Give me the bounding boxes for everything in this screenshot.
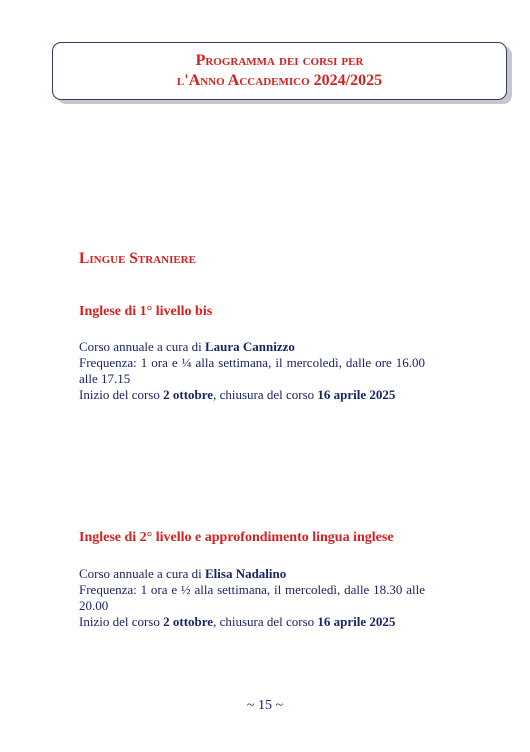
course-curator-line [79,339,425,355]
course-description [79,339,425,403]
curator-name: Elisa Nadalino [204,566,287,581]
end-prefix: , chiusura del corso [213,387,318,402]
course-title: Inglese di 1° livello bis [79,304,213,319]
start-prefix: Inizio del corso [79,387,164,402]
start-date: 2 ottobre [163,387,214,402]
end-date: 16 aprile 2025 [317,387,396,402]
section-title: Lingue Straniere [79,250,196,267]
course-description [79,566,425,630]
course-title: Inglese di 2° livello e approfondimento lingua inglese [79,530,394,545]
header-line-1: Programma dei corsi per [195,52,364,69]
course-frequency: Frequenza: 1 ora e ¼ alla settimana, il mercoledì, dalle ore 16.00 alle 17.15 [79,355,425,386]
course-dates-line [79,614,425,630]
header-line-2: l'Anno Accademico 2024/2025 [176,72,383,89]
end-prefix: , chiusura del corso [213,614,318,629]
start-date: 2 ottobre [163,614,214,629]
course-frequency: Frequenza: 1 ora e ½ alla settimana, il mercoledì, dalle 18.30 alle 20.00 [79,582,425,613]
curator-prefix: Corso annuale a cura di [79,339,205,354]
course-dates-line [79,387,425,403]
curator-name: Laura Cannizzo [204,339,295,354]
page-header [52,42,507,100]
end-date: 16 aprile 2025 [317,614,396,629]
course-curator-line [79,566,425,582]
start-prefix: Inizio del corso [79,614,164,629]
curator-prefix: Corso annuale a cura di [79,566,205,581]
page-number: ~ 15 ~ [246,698,284,713]
